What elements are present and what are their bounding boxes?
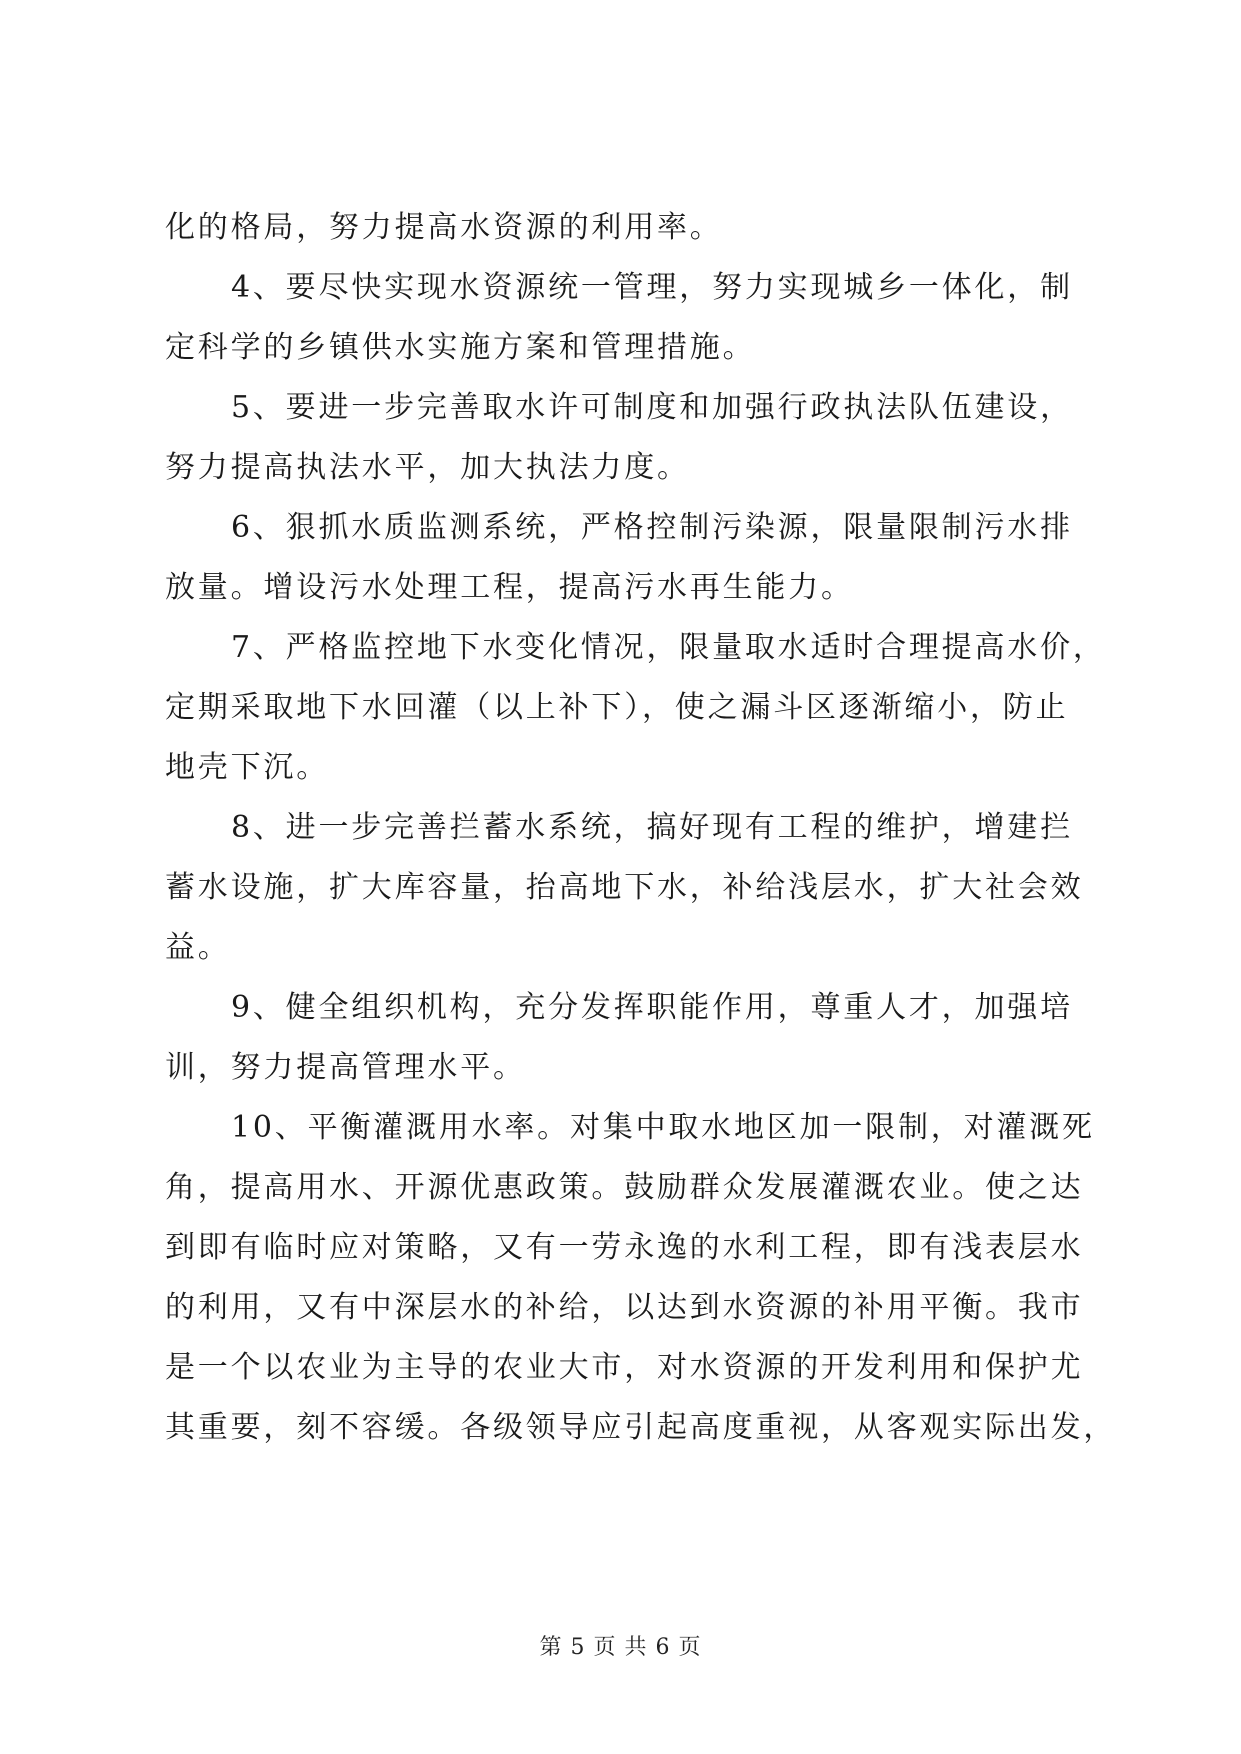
text-line: 益。 — [165, 930, 231, 965]
text-line: 蓄水设施，扩大库容量，抬高地下水，补给浅层水，扩大社会效 — [165, 870, 1084, 905]
text-line: 其重要，刻不容缓。各级领导应引起高度重视，从客观实际出发， — [165, 1410, 1117, 1445]
text-line: 4、要尽快实现水资源统一管理，努力实现城乡一体化，制 — [231, 270, 1073, 305]
text-line: 定期采取地下水回灌（以上补下），使之漏斗区逐渐缩小，防止 — [165, 690, 1069, 725]
text-line: 5、要进一步完善取水许可制度和加强行政执法队伍建设， — [231, 390, 1073, 425]
text-line: 8、进一步完善拦蓄水系统，搞好现有工程的维护，增建拦 — [231, 810, 1073, 845]
text-line: 6、狠抓水质监测系统，严格控制污染源，限量限制污水排 — [231, 510, 1073, 545]
text-line: 定科学的乡镇供水实施方案和管理措施。 — [165, 330, 756, 365]
text-line: 7、严格监控地下水变化情况，限量取水适时合理提高水价， — [231, 630, 1106, 665]
text-line: 角，提高用水、开源优惠政策。鼓励群众发展灌溉农业。使之达 — [165, 1170, 1084, 1205]
text-line: 10、平衡灌溉用水率。对集中取水地区加一限制，对灌溉死 — [231, 1110, 1095, 1145]
text-line: 是一个以农业为主导的农业大市，对水资源的开发利用和保护尤 — [165, 1350, 1084, 1385]
text-line: 训，努力提高管理水平。 — [165, 1050, 526, 1085]
text-line: 的利用，又有中深层水的补给，以达到水资源的补用平衡。我市 — [165, 1290, 1084, 1325]
text-line: 化的格局，努力提高水资源的利用率。 — [165, 210, 723, 245]
text-line: 努力提高执法水平，加大执法力度。 — [165, 450, 690, 485]
document-body — [165, 198, 1117, 1458]
text-line: 放量。增设污水处理工程，提高污水再生能力。 — [165, 570, 854, 605]
text-line: 地壳下沉。 — [165, 750, 329, 785]
text-line: 到即有临时应对策略，又有一劳永逸的水利工程，即有浅表层水 — [165, 1230, 1084, 1265]
text-line: 9、健全组织机构，充分发挥职能作用，尊重人才，加强培 — [231, 990, 1073, 1025]
page-number-footer: 第 5 页 共 6 页 — [539, 1635, 702, 1660]
